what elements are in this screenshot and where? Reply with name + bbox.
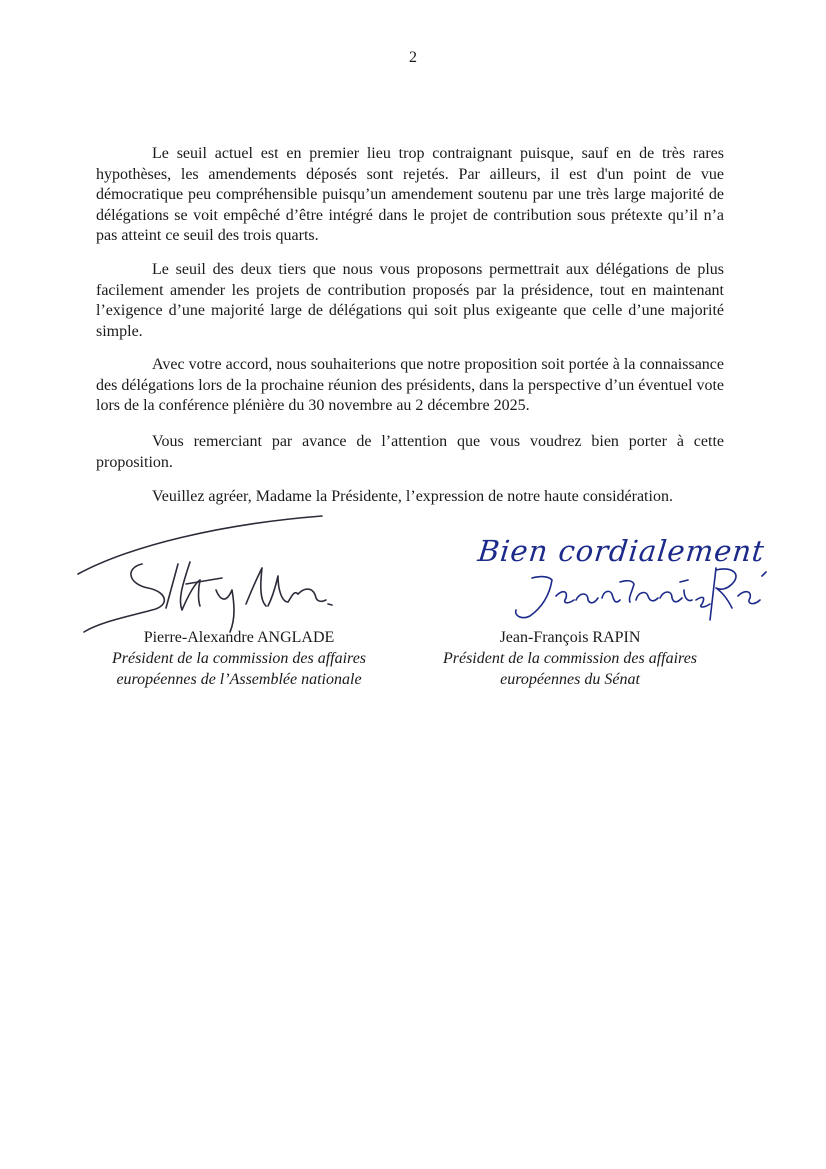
- paragraph-text: Vous remerciant par avance de l’attention que vous voudrez bien porter à cette proposition.: [96, 433, 724, 471]
- signatory-role-line-2: européennes du Sénat: [500, 671, 640, 688]
- signatory-role-line-1: Président de la commission des affaires: [111, 650, 367, 667]
- paragraph-text: Avec votre accord, nous souhaiterions que notre proposition soit portée à la connaissance des délégations lors de la prochaine réunion des présidents, dans la perspective d’un éventuel vote lors de la conférence plénière du 30 novembre au 2 décembre 2025.: [96, 356, 724, 414]
- letter-paragraph-3: [96, 355, 724, 417]
- letter-paragraph-4: [96, 432, 724, 473]
- signatory-role-line-2: européennes de l’Assemblée nationale: [116, 671, 362, 688]
- signatory-name: Pierre-Alexandre ANGLADE: [143, 629, 335, 646]
- signature-rapin: [470, 520, 770, 630]
- signature-anglade: [70, 506, 370, 646]
- paragraph-text: Veuillez agréer, Madame la Présidente, l’expression de notre haute considération.: [152, 488, 673, 505]
- signatory-role-line-1: Président de la commission des affaires: [442, 650, 698, 667]
- handwritten-closing: Bien cordialement: [476, 534, 767, 568]
- signatory-name: Jean-François RAPIN: [499, 629, 641, 646]
- signatory-rapin: [410, 627, 730, 690]
- closing-formula: [96, 487, 724, 508]
- letter-paragraph-1: [96, 144, 724, 247]
- letter-paragraph-2: [96, 260, 724, 342]
- paragraph-text: Le seuil des deux tiers que nous vous proposons permettrait aux délégations de plus facilement amender les projets de contribution proposés par la présidence, tout en maintenant l’exigence d’une majorité large de délégations qui soit plus exigeante que celle d’une majorité simple.: [96, 261, 724, 340]
- signatory-anglade: [79, 627, 399, 690]
- paragraph-text: Le seuil actuel est en premier lieu trop contraignant puisque, sauf en de très rares hypothèses, les amendements déposés sont rejetés. Par ailleurs, il est d'un point de vue démocratique peu compréhensible puisqu’un amendement soutenu par une très large majorité de délégations se voit empêché d’être intégré dans le projet de contribution sous prétexte qu’il n’a pas atteint ce seuil des trois quarts.: [96, 145, 724, 244]
- page-number: 2: [409, 49, 417, 66]
